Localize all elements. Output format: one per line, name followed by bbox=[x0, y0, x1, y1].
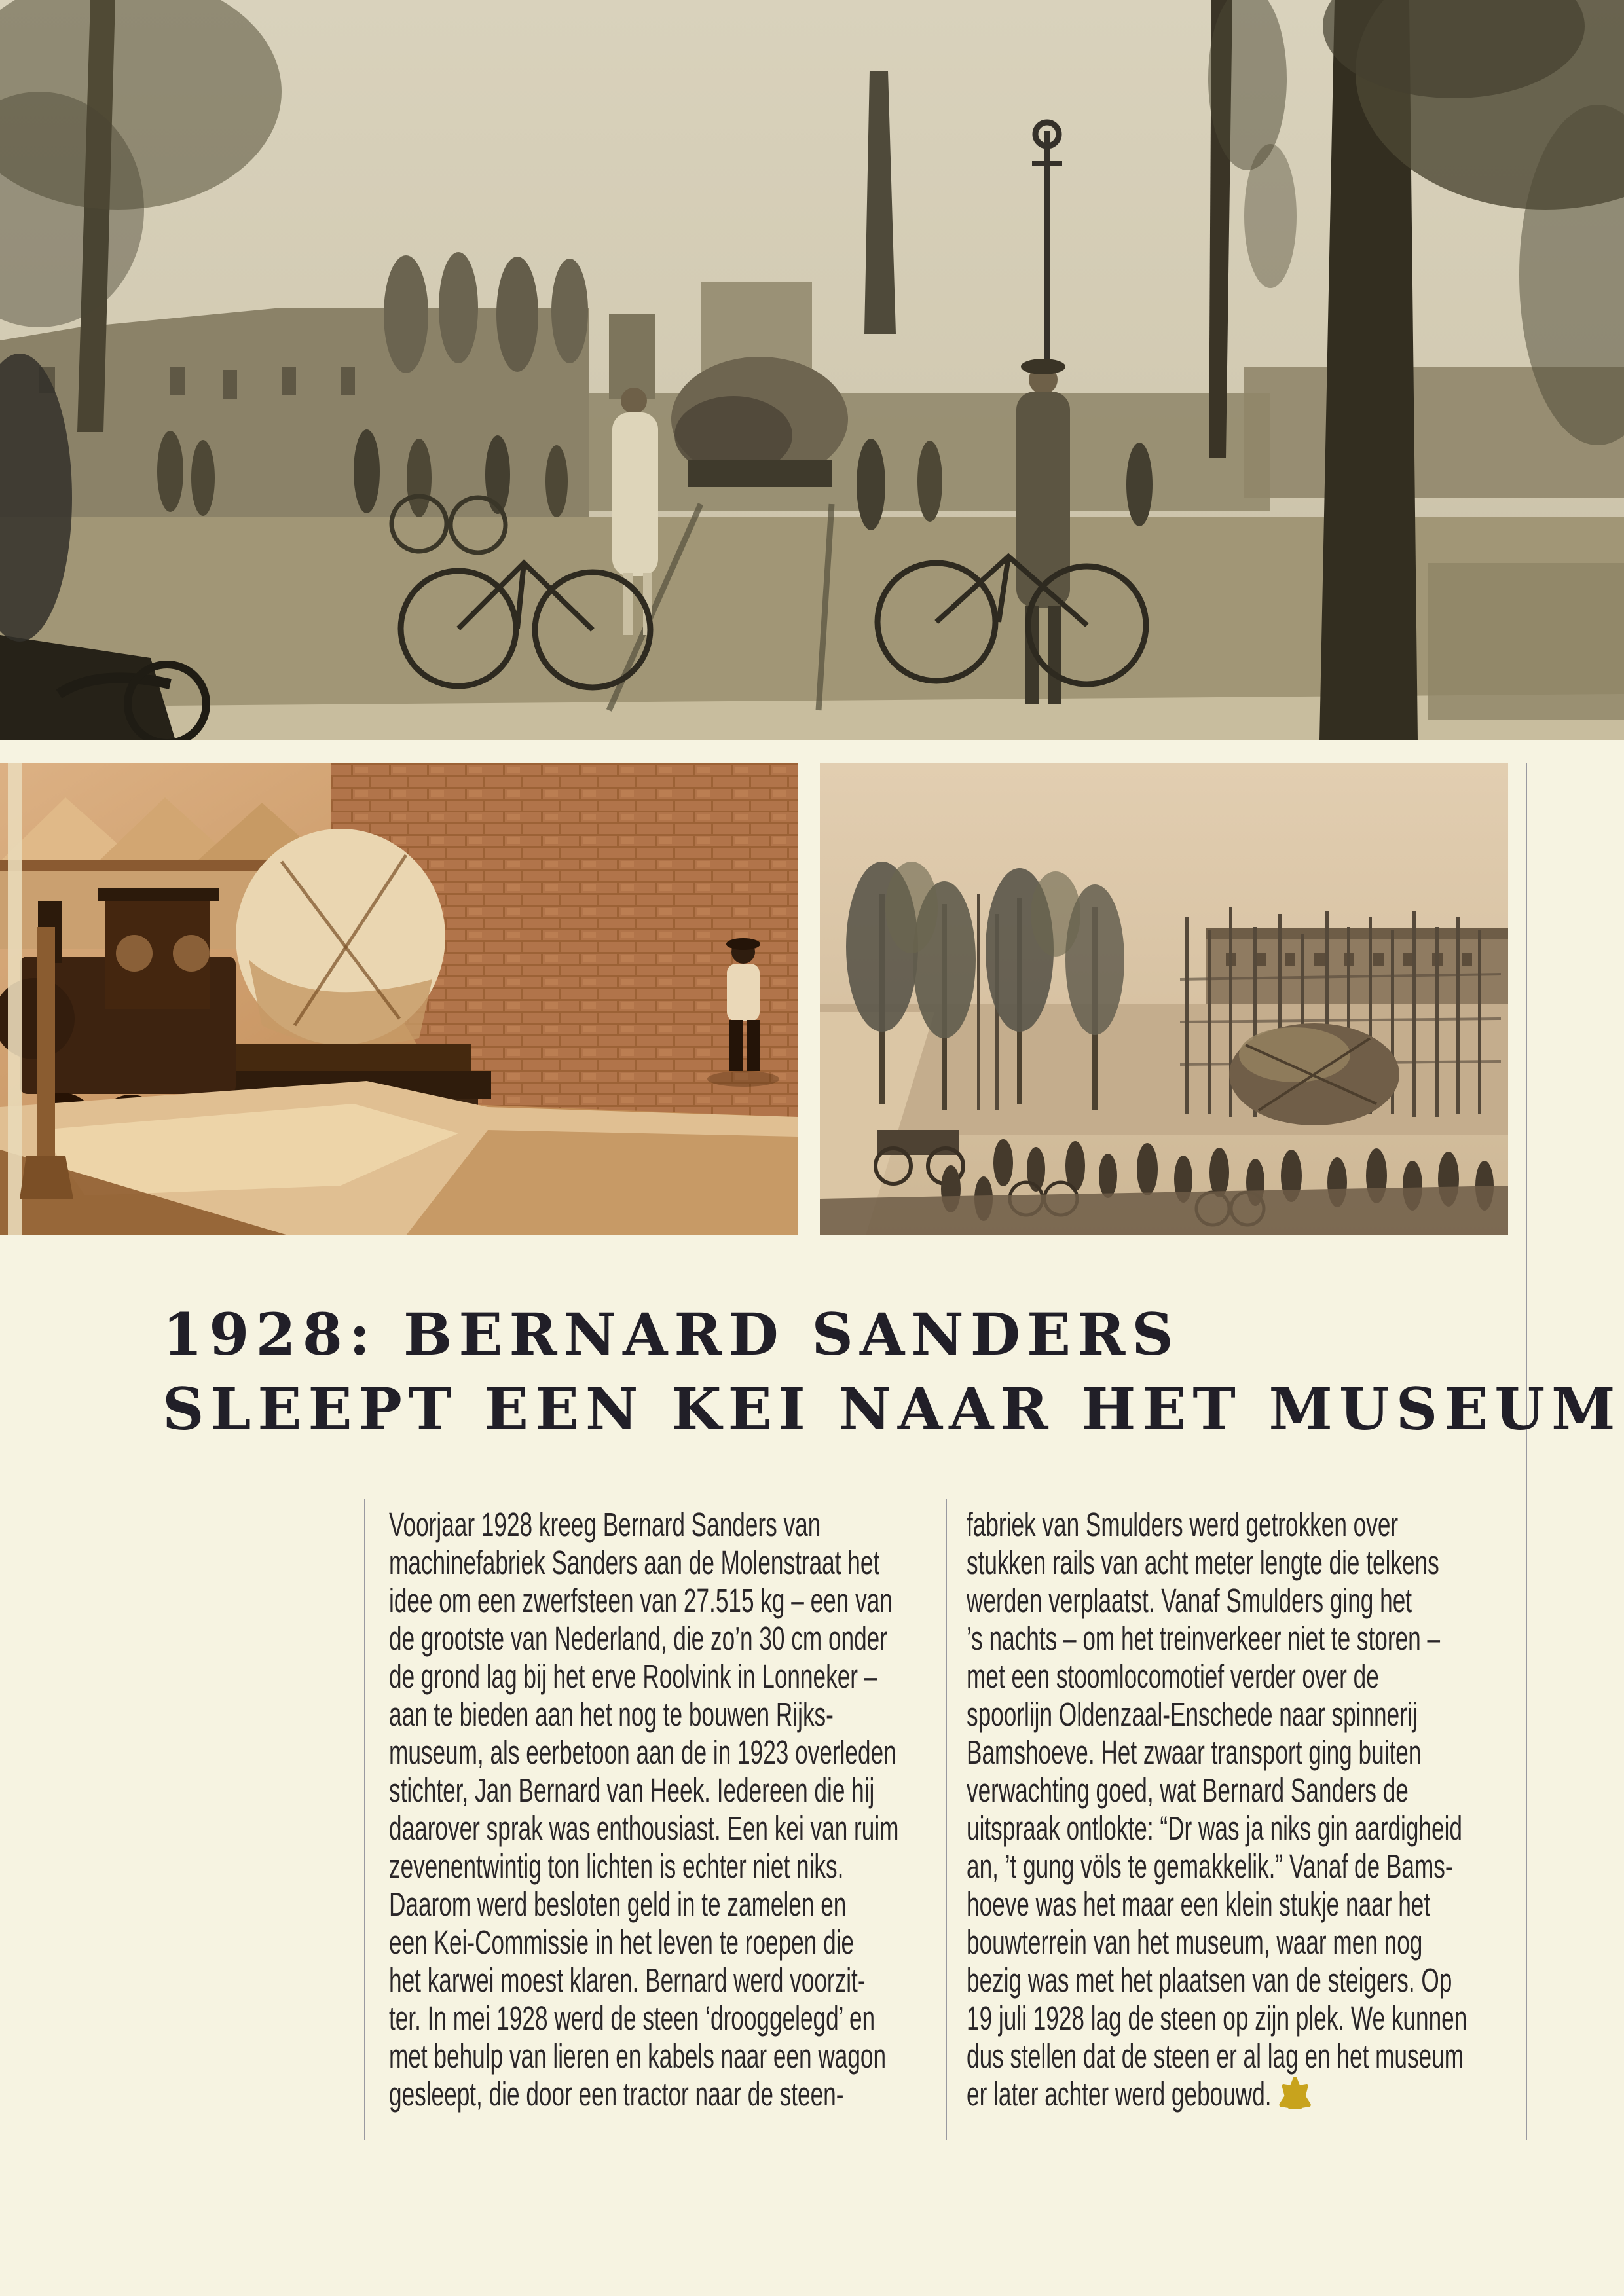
text-line: dus stellen dat de steen er al lag en het museum bbox=[967, 2037, 1464, 2075]
text-line: Bamshoeve. Het zwaar transport ging buiten bbox=[967, 1734, 1422, 1771]
chapter-heading-line1: 1928: BERNARD SANDERS bbox=[162, 1300, 1180, 1368]
photo-crowd-illustration bbox=[0, 0, 1624, 740]
chapter-heading-line2: SLEEPT EEN KEI NAAR HET MUSEUM bbox=[162, 1375, 1622, 1443]
text-line: verwachting goed, wat Bernard Sanders de bbox=[967, 1772, 1409, 1809]
chapter-heading bbox=[162, 1297, 1621, 1446]
text-line: met behulp van lieren en kabels naar een wagon bbox=[389, 2037, 887, 2075]
text-line: spoorlijn Oldenzaal-Enschede naar spinnerij bbox=[967, 1696, 1418, 1733]
text-line: fabriek van Smulders werd getrokken over bbox=[967, 1506, 1399, 1543]
text-line: ’s nachts – om het treinverkeer niet te storen – bbox=[967, 1620, 1441, 1657]
text-line: an, ’t gung völs te gemakkelik.” Vanaf de Bams- bbox=[967, 1848, 1453, 1885]
text-line: machinefabriek Sanders aan de Molenstraat het bbox=[389, 1544, 880, 1581]
photo-crowd-with-bicycles bbox=[0, 0, 1624, 740]
text-line: werden verplaatst. Vanaf Smulders ging het bbox=[967, 1582, 1412, 1619]
text-line: gesleept, die door een tractor naar de steen- bbox=[389, 2075, 844, 2113]
text-line: zevenentwintig ton lichten is echter niet niks. bbox=[389, 1848, 844, 1885]
text-line: stichter, Jan Bernard van Heek. Iedereen die hij bbox=[389, 1772, 875, 1809]
text-line: de grond lag bij het erve Roolvink in Lonneker – bbox=[389, 1658, 877, 1695]
photo-construction-illustration bbox=[820, 763, 1508, 1235]
photo-locomotive-with-boulder-wagon bbox=[0, 763, 798, 1235]
photo-locomotive-illustration bbox=[0, 763, 798, 1235]
text-line: Daarom werd besloten geld in te zamelen en bbox=[389, 1886, 847, 1923]
text-line: de grootste van Nederland, die zo’n 30 cm onder bbox=[389, 1620, 887, 1657]
text-line: hoeve was het maar een klein stukje naar het bbox=[967, 1886, 1431, 1923]
text-line: ter. In mei 1928 werd de steen ‘drooggelegd’ en bbox=[389, 1999, 876, 2037]
text-line: een Kei-Commissie in het leven te roepen die bbox=[389, 1923, 855, 1961]
text-line: met een stoomlocomotief verder over de bbox=[967, 1658, 1379, 1695]
column1-left-rule bbox=[364, 1499, 365, 2140]
text-line: museum, als eerbetoon aan de in 1923 overleden bbox=[389, 1734, 896, 1771]
text-line: daarover sprak was enthousiast. Een kei van ruim bbox=[389, 1810, 899, 1847]
article-column-2 bbox=[967, 1506, 1624, 2113]
text-line: bezig was met het plaatsen van de steigers. Op bbox=[967, 1961, 1452, 1999]
text-line: bouwterrein van het museum, waar men nog bbox=[967, 1923, 1423, 1961]
photo-museum-construction-site bbox=[820, 763, 1508, 1235]
text-line: 19 juli 1928 lag de steen op zijn plek. We kunnen bbox=[967, 1999, 1467, 2037]
text-line-fragment: er later achter werd gebouwd. bbox=[967, 2075, 1272, 2113]
text-line: idee om een zwerfsteen van 27.515 kg – een van bbox=[389, 1582, 893, 1619]
text-line: Voorjaar 1928 kreeg Bernard Sanders van bbox=[389, 1506, 821, 1543]
text-line: het karwei moest klaren. Bernard werd voorzit- bbox=[389, 1961, 866, 1999]
text-line: uitspraak ontlokte: “Dr was ja niks gin aardigheid bbox=[967, 1810, 1462, 1847]
text-line: stukken rails van acht meter lengte die telkens bbox=[967, 1544, 1439, 1581]
text-line bbox=[967, 2075, 1486, 2113]
text-line: aan te bieden aan het nog te bouwen Rijks- bbox=[389, 1696, 834, 1733]
gold-star-icon bbox=[1278, 2077, 1312, 2109]
